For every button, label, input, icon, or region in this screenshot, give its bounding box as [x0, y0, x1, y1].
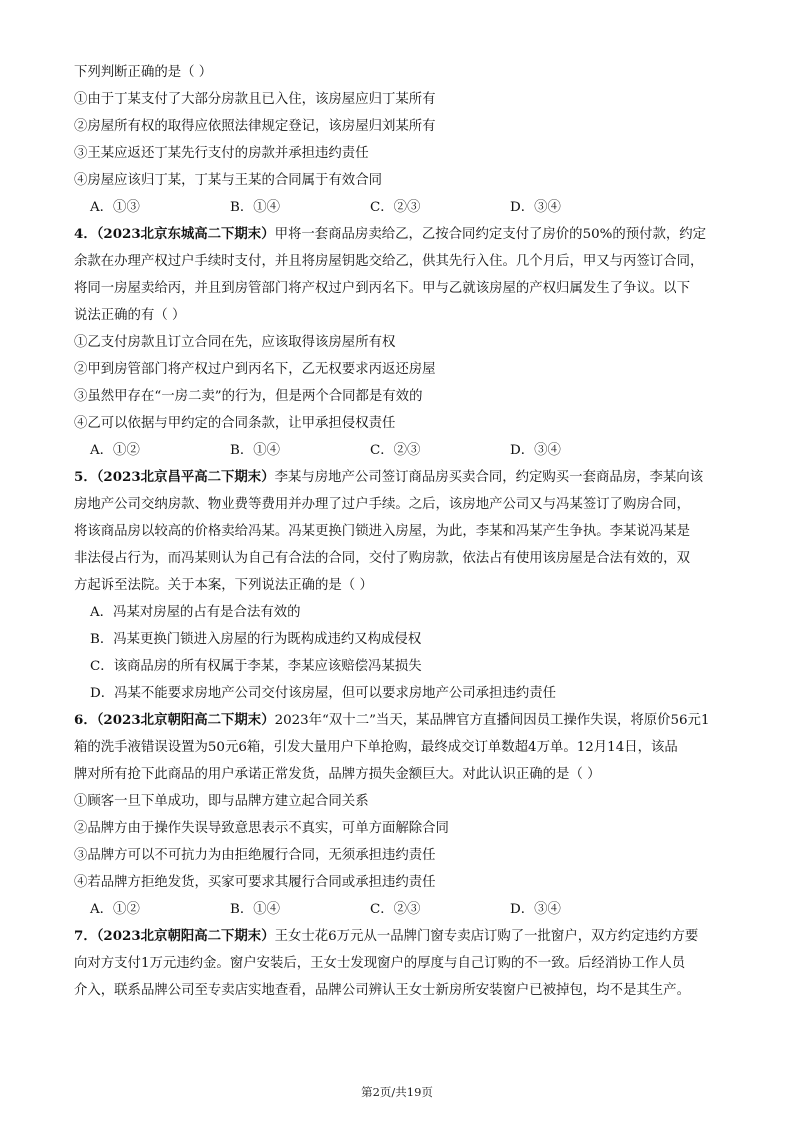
q4-stem-line-3: 将同一房屋卖给丙，并且到房管部门将产权过户到丙名下。甲与乙就该房屋的产权归属发生了争议。以下: [74, 281, 690, 296]
q7-number: 7．: [74, 928, 97, 944]
q6-choice-d: D．③④: [510, 902, 561, 917]
q5-stem-text-1: 李某与房地产公司签订商品房买卖合同，约定购买一套商品房，李某向该: [274, 470, 704, 485]
q4-stem-text-1: 甲将一套商品房卖给乙，乙按合同约定支付了房价的50%的预付款，约定: [274, 227, 707, 242]
q3-statement-2: ②房屋所有权的取得应依照法律规定登记，该房屋归刘某所有: [74, 119, 436, 134]
question-4: [74, 221, 732, 464]
page-footer: 第2页/共19页: [361, 1085, 433, 1099]
q3-statement-4: ④房屋应该归丁某，丁某与王某的合同属于有效合同: [74, 173, 382, 188]
question-6: [74, 707, 732, 923]
q4-statement-4: ④乙可以依据与甲约定的合同条款，让甲承担侵权责任: [74, 416, 396, 431]
q4-stem-line-1: [74, 221, 732, 248]
q7-stem-text-1: 王女士花6万元从一品牌门窗专卖店订购了一批窗户，双方约定违约方要: [274, 929, 699, 944]
q4-source: （2023北京东城高二下期末）: [96, 226, 275, 242]
q4-statement-3: ③虽然甲存在“一房二卖”的行为，但是两个合同都是有效的: [74, 389, 423, 404]
q4-choices: [74, 437, 732, 464]
q5-stem-line-5: 方起诉至法院。关于本案，下列说法正确的是（ ）: [74, 578, 373, 593]
q3-choice-c: C．②③: [370, 200, 421, 215]
q6-choice-c: C．②③: [370, 902, 421, 917]
q7-stem-line-2: 向对方支付1万元违约金。窗户安装后，王女士发现窗户的厚度与自己订购的不一致。后经消协工作人员: [74, 956, 686, 971]
q3-statement-3: ③王某应返还丁某先行支付的房款并承担违约责任: [74, 146, 369, 161]
q6-statement-2: ②品牌方由于操作失误导致意思表示不真实，可单方面解除合同: [74, 821, 449, 836]
q5-stem-line-1: [74, 464, 732, 491]
q6-statement-3: ③品牌方可以不可抗力为由拒绝履行合同，无须承担违约责任: [74, 848, 436, 863]
q7-source: （2023北京朝阳高二下期末）: [96, 928, 275, 944]
q5-option-a: A．冯某对房屋的占有是合法有效的: [90, 605, 301, 620]
q4-statement-2: ②甲到房管部门将产权过户到丙名下，乙无权要求丙返还房屋: [74, 362, 436, 377]
q6-statement-4: ④若品牌方拒绝发货，买家可要求其履行合同或承担违约责任: [74, 875, 436, 890]
q3-statement-1: ①由于丁某支付了大部分房款且已入住，该房屋应归丁某所有: [74, 92, 436, 107]
q4-statement-1: ①乙支付房款且订立合同在先，应该取得该房屋所有权: [74, 335, 396, 350]
q4-stem-line-4: 说法正确的有（ ）: [74, 308, 186, 323]
q5-stem-line-4: 非法侵占行为，而冯某则认为自己有合法的合同，交付了购房款，依法占有使用该房屋是合法有效的，双: [74, 551, 690, 566]
q3-choice-d: D．③④: [510, 200, 561, 215]
q5-stem-line-2: 房地产公司交纳房款、物业费等费用并办理了过户手续。之后，该房地产公司又与冯某签订了购房合同，: [74, 497, 690, 512]
q4-choice-b: B．①④: [230, 443, 281, 458]
q6-number: 6．: [74, 712, 97, 728]
q7-stem-line-3: 介入，联系品牌公司至专卖店实地查看，品牌公司辨认王女士新房所安装窗户已被掉包，均不是其生产。: [74, 983, 690, 998]
q6-statement-1: ①顾客一旦下单成功，即与品牌方建立起合同关系: [74, 794, 369, 809]
q3-choice-a: A．①③: [90, 200, 140, 215]
q5-option-c: C．该商品房的所有权属于李某，李某应该赔偿冯某损失: [90, 659, 422, 674]
question-5: [74, 464, 732, 707]
q5-stem-line-3: 将该商品房以较高的价格卖给冯某。冯某更换门锁进入房屋，为此，李某和冯某产生争执。李某说冯某是: [74, 524, 690, 539]
q3-choices: [74, 194, 732, 221]
page-content: [74, 59, 732, 1004]
q5-number: 5．: [74, 469, 97, 485]
q4-choice-c: C．②③: [370, 443, 421, 458]
q4-choice-d: D．③④: [510, 443, 561, 458]
q6-choice-b: B．①④: [230, 902, 281, 917]
q4-stem-line-2: 余款在办理产权过户手续时支付，并且将房屋钥匙交给乙，供其先行入住。几个月后，甲又与丙签订合同，: [74, 254, 704, 269]
q5-option-d: D．冯某不能要求房地产公司交付该房屋，但可以要求房地产公司承担违约责任: [90, 686, 557, 701]
q3-stem-tail: 下列判断正确的是（ ）: [74, 65, 213, 80]
q6-stem-line-2: 箱的洗手液错误设置为50元6箱，引发大量用户下单抢购，最终成交订单数超4万单。12月14日，该品: [74, 740, 678, 755]
q6-source: （2023北京朝阳高二下期末）: [96, 712, 275, 728]
q5-option-b: B．冯某更换门锁进入房屋的行为既构成违约又构成侵权: [90, 632, 422, 647]
q5-source: （2023北京昌平高二下期末）: [96, 469, 275, 485]
q6-stem-line-3: 牌对所有抢下此商品的用户承诺正常发货，品牌方损失金额巨大。对此认识正确的是（ ）: [74, 767, 601, 782]
question-3: [74, 59, 732, 221]
q4-choice-a: A．①②: [90, 443, 140, 458]
q6-stem-line-1: [74, 707, 732, 734]
q7-stem-line-1: [74, 923, 732, 950]
question-7: [74, 923, 732, 1004]
q6-stem-text-1: 2023年“双十二”当天，某品牌官方直播间因员工操作失误，将原价56元1: [274, 713, 710, 728]
q6-choices: [74, 896, 732, 923]
q6-choice-a: A．①②: [90, 902, 140, 917]
q4-number: 4．: [74, 226, 97, 242]
q3-choice-b: B．①④: [230, 200, 281, 215]
